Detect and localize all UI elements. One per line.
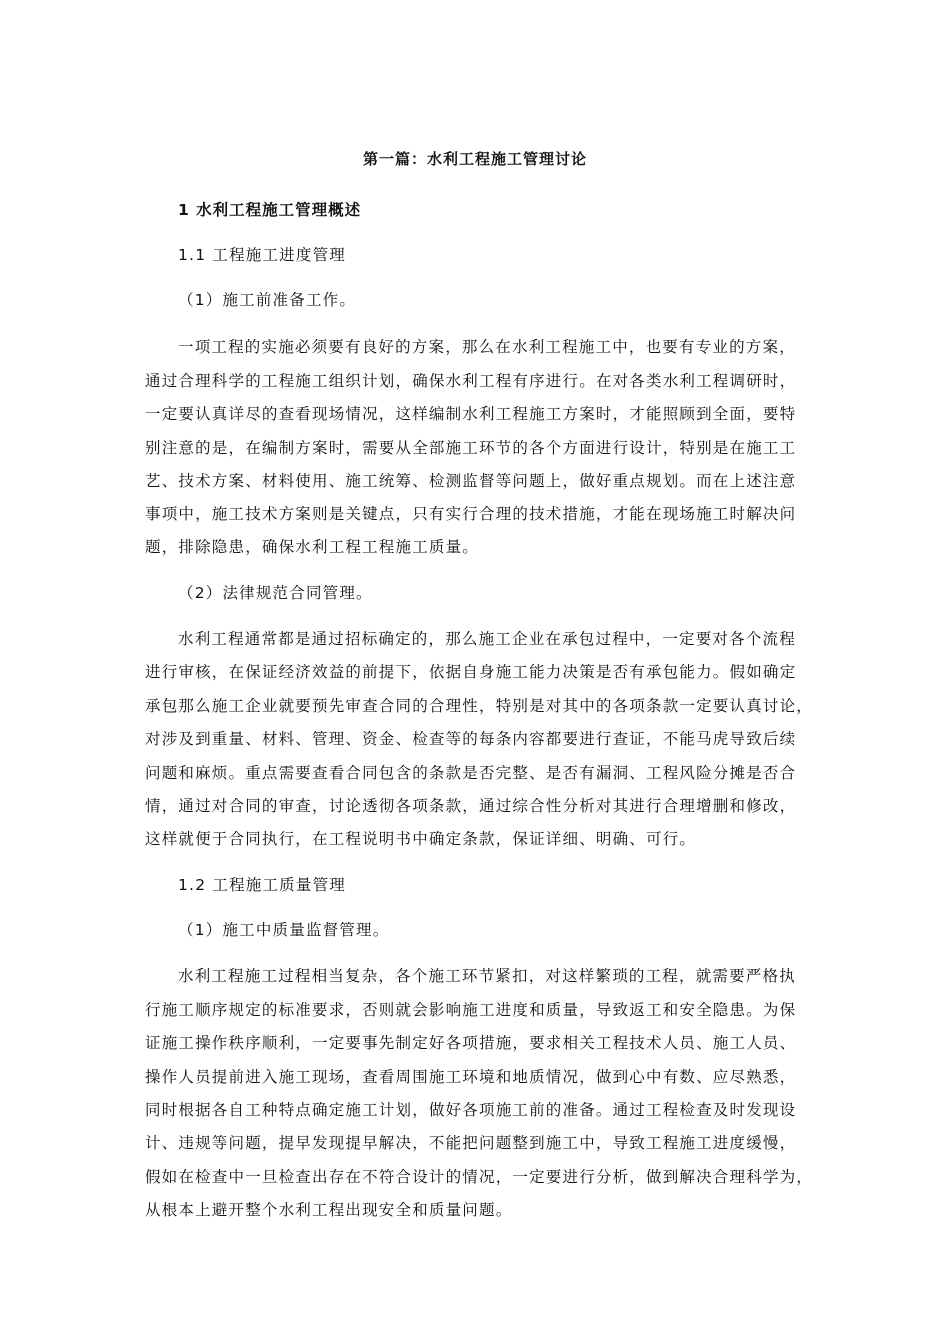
- paragraph-line: 承包那么施工企业就要预先审查合同的合理性，特别是对其中的各项条款一定要认真讨论，: [145, 697, 814, 715]
- paragraph-line: 操作人员提前进入施工现场，查看周围施工环境和地质情况，做到心中有数、应尽熟悉，: [145, 1068, 797, 1086]
- paragraph-line: 行施工顺序规定的标准要求，否则就会影响施工进度和质量，导致返工和安全隐患。为保: [145, 1001, 797, 1019]
- paragraph-line: 问题和麻烦。重点需要查看合同包含的条款是否完整、是否有漏洞、工程风险分摊是否合: [145, 764, 797, 782]
- paragraph-line: 水利工程通常都是通过招标确定的，那么施工企业在承包过程中，一定要对各个流程: [178, 630, 796, 648]
- item-heading: （2）法律规范合同管理。: [178, 584, 373, 602]
- item-heading: （1）施工中质量监督管理。: [178, 921, 390, 939]
- document-title: 第一篇：水利工程施工管理讨论: [362, 150, 587, 168]
- paragraph-line: 题，排除隐患，确保水利工程工程施工质量。: [145, 538, 480, 556]
- paragraph-line: 进行审核，在保证经济效益的前提下，依据自身施工能力决策是否有承包能力。假如确定: [145, 663, 797, 681]
- paragraph-line: 计、违规等问题，提早发现提早解决，不能把问题整到施工中，导致工程施工进度缓慢，: [145, 1134, 797, 1152]
- item-heading: （1）施工前准备工作。: [178, 291, 357, 309]
- paragraph-line: 对涉及到重量、材料、管理、资金、检查等的每条内容都要进行查证，不能马虎导致后续: [145, 730, 797, 748]
- paragraph-line: 通过合理科学的工程施工组织计划，确保水利工程有序进行。在对各类水利工程调研时，: [145, 372, 797, 390]
- paragraph-line: 假如在检查中一旦检查出存在不符合设计的情况，一定要进行分析，做到解决合理科学为，: [145, 1168, 814, 1186]
- paragraph-line: 艺、技术方案、材料使用、施工统筹、检测监督等问题上，做好重点规划。而在上述注意: [145, 472, 797, 490]
- section-heading: 1 水利工程施工管理概述: [178, 201, 362, 219]
- subsection-heading: 1.1 工程施工进度管理: [178, 246, 346, 264]
- paragraph-line: 情，通过对合同的审查，讨论透彻各项条款，通过综合性分析对其进行合理增删和修改，: [145, 797, 797, 815]
- paragraph-line: 从根本上避开整个水利工程出现安全和质量问题。: [145, 1201, 513, 1219]
- paragraph-line: 证施工操作秩序顺利，一定要事先制定好各项措施，要求相关工程技术人员、施工人员、: [145, 1034, 797, 1052]
- paragraph-line: 这样就便于合同执行，在工程说明书中确定条款，保证详细、明确、可行。: [145, 830, 697, 848]
- paragraph-line: 一定要认真详尽的查看现场情况，这样编制水利工程施工方案时，才能照顾到全面，要特: [145, 405, 797, 423]
- subsection-heading: 1.2 工程施工质量管理: [178, 876, 346, 894]
- paragraph-line: 一项工程的实施必须要有良好的方案，那么在水利工程施工中，也要有专业的方案，: [178, 338, 796, 356]
- paragraph-line: 同时根据各自工种特点确定施工计划，做好各项施工前的准备。通过工程检查及时发现设: [145, 1101, 797, 1119]
- paragraph-line: 水利工程施工过程相当复杂，各个施工环节紧扣，对这样繁琐的工程，就需要严格执: [178, 967, 796, 985]
- paragraph-line: 别注意的是，在编制方案时，需要从全部施工环节的各个方面进行设计，特别是在施工工: [145, 439, 797, 457]
- paragraph-line: 事项中，施工技术方案则是关键点，只有实行合理的技术措施，才能在现场施工时解决问: [145, 505, 797, 523]
